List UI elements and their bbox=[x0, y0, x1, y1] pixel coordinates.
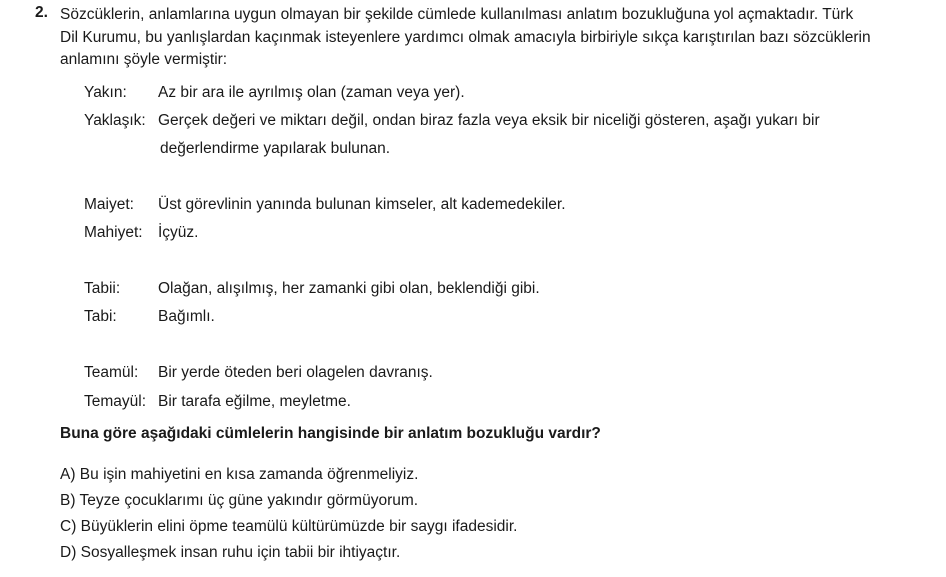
intro-line: Sözcüklerin, anlamlarına uygun olmayan bir şekilde cümlede kullanılması anlatım bozukluğuna yol açmaktadır. Türk bbox=[60, 6, 854, 23]
question-intro bbox=[60, 4, 940, 72]
answer-option-c[interactable]: C) Büyüklerin elini öpme teamülü kültürümüzde bir saygı ifadesidir. bbox=[60, 518, 518, 535]
definition-meaning: Gerçek değeri ve miktarı değil, ondan biraz fazla veya eksik bir niceliği gösteren, aşağı yukarı bir bbox=[158, 112, 820, 129]
definition-meaning: Olağan, alışılmış, her zamanki gibi olan, beklendiği gibi. bbox=[158, 280, 540, 297]
definition-meaning-continued: değerlendirme yapılarak bulunan. bbox=[160, 140, 391, 157]
question-prompt: Buna göre aşağıdaki cümlelerin hangisinde bir anlatım bozukluğu vardır? bbox=[60, 425, 601, 442]
definition-meaning: Bir tarafa eğilme, meyletme. bbox=[158, 393, 351, 410]
intro-line: Dil Kurumu, bu yanlışlardan kaçınmak isteyenlere yardımcı olmak amacıyla birbiriyle sıkça karıştırılan bazı sözcüklerin bbox=[60, 28, 871, 46]
definition-meaning: Bir yerde öteden beri olagelen davranış. bbox=[158, 364, 433, 381]
definition-meaning: İçyüz. bbox=[158, 224, 199, 241]
answer-option-b[interactable]: B) Teyze çocuklarımı üç güne yakındır görmüyorum. bbox=[60, 492, 419, 509]
definition-meaning: Az bir ara ile ayrılmış olan (zaman veya yer). bbox=[158, 84, 465, 101]
answer-option-a[interactable]: A) Bu işin mahiyetini en kısa zamanda öğrenmeliyiz. bbox=[60, 466, 419, 483]
definition-meaning: Üst görevlinin yanında bulunan kimseler, alt kademedekiler. bbox=[158, 196, 566, 213]
definition-term: Tabi: bbox=[84, 308, 117, 325]
definition-term: Yakın: bbox=[84, 84, 127, 101]
answer-option-d[interactable]: D) Sosyalleşmek insan ruhu için tabii bir ihtiyaçtır. bbox=[60, 544, 401, 561]
definition-term: Teamül: bbox=[84, 364, 139, 381]
definition-term: Tabii: bbox=[84, 280, 121, 297]
definition-term: Yaklaşık: bbox=[84, 112, 146, 129]
definition-term: Mahiyet: bbox=[84, 224, 143, 241]
definition-meaning: Bağımlı. bbox=[158, 308, 215, 325]
intro-line: anlamını şöyle vermiştir: bbox=[60, 51, 228, 68]
definition-term: Maiyet: bbox=[84, 196, 134, 213]
question-number: 2. bbox=[35, 4, 48, 21]
definition-term: Temayül: bbox=[84, 393, 147, 410]
